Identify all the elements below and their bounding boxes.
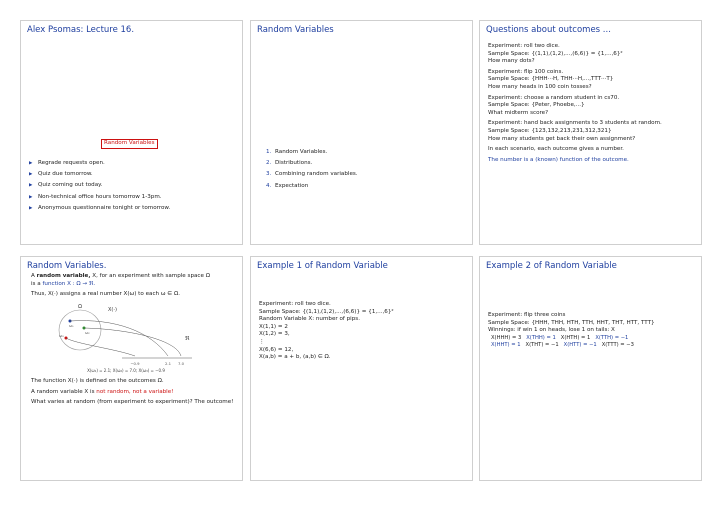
slide-outline (250, 20, 473, 245)
text-line: X(1,1) = 2 (259, 323, 288, 330)
mapping-caption: X(ω₁) = 2.1; X(ω₂) = 7.0; X(ω₃) = −0.9 (87, 368, 165, 373)
outline-item: 3. Combining random variables. (266, 171, 358, 178)
slide-title: Example 2 of Random Variable (486, 261, 617, 271)
outline-list (266, 149, 466, 194)
svg-text:2.1: 2.1 (164, 361, 172, 366)
text-line: Sample Space: {(1,1),(1,2),...,(6,6)} = {1,...,6}² (488, 50, 623, 57)
slide-example-1 (250, 256, 473, 481)
slide-title: Random Variables (257, 25, 334, 35)
text-line: Sample Space: {HHH···H, THH···H,...,TTT···T} (488, 76, 614, 83)
text-line: Sample Space: {(1,1),(1,2),...,(6,6)} = {1,...,6}² (259, 308, 394, 315)
questions-body (488, 43, 698, 164)
slide-title: Alex Psomas: Lecture 16. (27, 25, 135, 35)
slide-title: Example 1 of Random Variable (257, 261, 388, 271)
text-line: Experiment: hand back assignments to 3 students at random. (488, 120, 662, 127)
winnings-row: X(HHT) = 1 X(THT) = −1 X(HTT) = −1 X(TTT) = −3 (491, 342, 634, 349)
outline-item: 1. Random Variables. (266, 149, 328, 155)
text-line: ⋮ (259, 338, 265, 345)
text-line: Thus, X(·) assigns a real number X(ω) to each ω ∈ Ω. (31, 291, 181, 298)
text-line: Experiment: flip 100 coins. (488, 68, 564, 75)
text-line: X(1,2) = 3, (259, 331, 290, 338)
text-line: How many students get back their own assignment? (488, 135, 636, 142)
announcement-list (29, 160, 234, 216)
slide-questions (479, 20, 702, 245)
announcement-item: ▶ Anonymous questionnaire tonight or tomorrow. (29, 205, 234, 213)
text-line: Experiment: choose a random student in cs70. (488, 94, 620, 101)
text-line: Sample Space: {HHH, THH, HTH, TTH, HHT, THT, HTT, TTT} (488, 319, 655, 326)
slide-title: Questions about outcomes ... (486, 25, 611, 35)
svg-text:7.0: 7.0 (177, 361, 185, 366)
text-line: How many dots? (488, 58, 535, 65)
text-line: Winnings: if win 1 on heads, lose 1 on tails: X (488, 327, 615, 334)
text-line: Experiment: roll two dice. (488, 43, 560, 49)
outline-item: 2. Distributions. (266, 160, 313, 167)
example-1-body (259, 301, 469, 362)
rv-notes: The function X(·) is defined on the outcomes Ω. A random variable X is not random, not a variable! What varies at random (from experiment to experiment)? The outcome! (31, 378, 236, 407)
slide-title: Random Variables. (27, 261, 107, 271)
slide-random-variables (20, 256, 243, 481)
text-line: Sample Space: {Peter, Phoebe,...} (488, 102, 585, 109)
topic-box: Random Variables (101, 139, 158, 149)
text-line: How many heads in 100 coin tosses? (488, 83, 592, 90)
text-line: What varies at random (from experiment to experiment)? The outcome! (31, 399, 234, 406)
svg-text:ω₂: ω₂ (85, 330, 90, 335)
mapping-diagram (56, 304, 196, 374)
text-line: Sample Space: {123,132,213,231,312,321} (488, 127, 612, 134)
text-line: Experiment: flip three coins (488, 312, 566, 318)
svg-text:ω₃: ω₃ (59, 333, 64, 338)
svg-text:−0.9: −0.9 (130, 361, 140, 366)
text-line: X(6,6) = 12, (259, 346, 294, 353)
text-line: Experiment: roll two dice. (259, 301, 331, 307)
omega-label: Ω (78, 304, 82, 310)
announcement-item: ▶ Quiz due tomorrow. (29, 171, 234, 179)
svg-text:ω₁: ω₁ (69, 323, 74, 328)
example-2-body (488, 312, 700, 350)
winnings-row: X(HHH) = 3 X(THH) = 1 X(HTH) = 1 X(TTH) = −1 (491, 334, 629, 341)
text-line: X(a,b) = a + b, (a,b) ∈ Ω. (259, 354, 331, 361)
announcement-item: ▶ Quiz coming out today. (29, 182, 234, 190)
announcement-item: ▶ Non-technical office hours tomorrow 1-3pm. (29, 194, 234, 202)
outline-item: 4. Expectation (266, 182, 309, 189)
xdot-label: X(·) (108, 307, 117, 313)
definition: A random variable, X, for an experiment with sample space Ω is a function X : Ω → ℜ. Thus, X(·) assigns a real number X(ω) to each ω ∈ Ω. (31, 273, 239, 299)
text-line: In each scenario, each outcome gives a number. (488, 146, 624, 153)
text-line: What midterm score? (488, 109, 549, 116)
text-line: The function X(·) is defined on the outcomes Ω. (31, 378, 164, 384)
slide-example-2 (479, 256, 702, 481)
announcement-item: ▶ Regrade requests open. (29, 160, 234, 168)
text-line: The number is a (known) function of the outcome. (488, 156, 629, 163)
reals-label: ℜ (185, 336, 190, 342)
slide-lecture-title (20, 20, 243, 245)
text-line: Random Variable X: number of pips. (259, 316, 360, 323)
